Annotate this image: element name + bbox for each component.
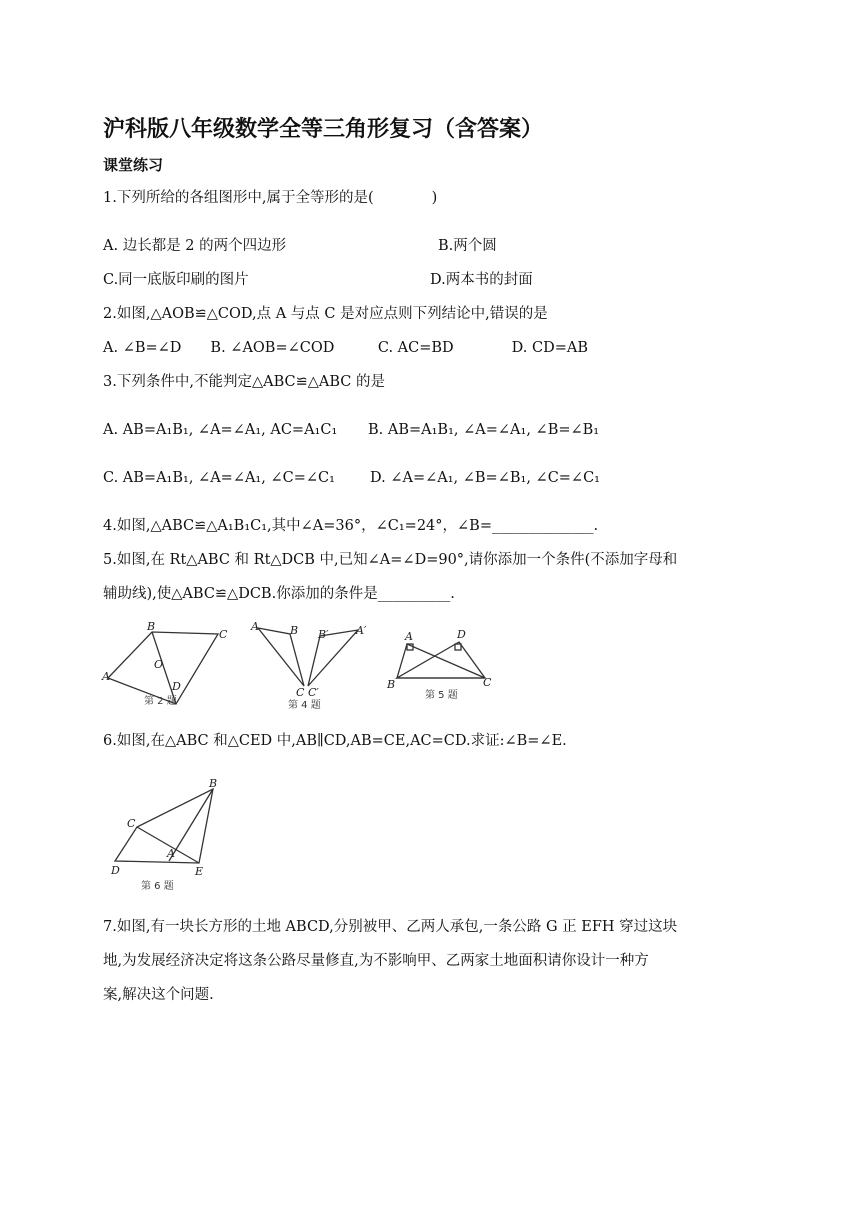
figure-q6: [105, 775, 235, 895]
q3-option-a: A. AB=A₁B₁, ∠A=∠A₁, AC=A₁C₁: [103, 422, 338, 438]
fig6-label-a: A: [167, 847, 175, 860]
fig4-label-b-prime: B′: [318, 628, 329, 641]
q7-line2: 地,为发展经济决定将这条公路尽量修直,为不影响甲、乙两家土地面积请你设计一种方: [103, 953, 649, 969]
fig4-label-a: A: [251, 620, 259, 633]
fig6-label-e: E: [195, 865, 204, 878]
fig5-label-d: D: [457, 628, 466, 641]
q1-stem: 1.下列所给的各组图形中,属于全等形的是( ): [103, 190, 438, 206]
fig4-caption: 第 4 题: [288, 700, 321, 711]
q3-option-d: D. ∠A=∠A₁, ∠B=∠B₁, ∠C=∠C₁: [370, 470, 600, 486]
q2-options: A. ∠B=∠D B. ∠AOB=∠COD C. AC=BD D. CD=AB: [103, 340, 588, 356]
fig4-label-a-prime: A′: [356, 624, 367, 637]
fig2-caption: 第 2 题: [144, 696, 177, 707]
fig5-caption: 第 5 题: [425, 690, 458, 701]
q1-option-a: A. 边长都是 2 的两个四边形: [103, 238, 287, 254]
q5-line2: 辅助线),使△ABC≌△DCB.你添加的条件是__________.: [103, 586, 455, 602]
figure-q2: [100, 618, 235, 714]
fig6-label-b: B: [209, 777, 218, 790]
q1-option-b: B.两个圆: [438, 238, 497, 254]
fig2-label-d: D: [172, 680, 181, 693]
q6-stem: 6.如图,在△ABC 和△CED 中,AB∥CD,AB=CE,AC=CD.求证:∠B=∠E.: [103, 733, 567, 749]
q4-stem: 4.如图,△ABC≌△A₁B₁C₁,其中∠A=36°，∠C₁=24°，∠B=______________.: [103, 518, 599, 534]
figure-q4: [248, 618, 378, 714]
fig2-label-c: C: [219, 628, 228, 641]
figure-q5: [385, 626, 500, 708]
fig5-label-a: A: [405, 630, 413, 643]
fig6-label-d: D: [111, 864, 120, 877]
fig2-label-a: A: [102, 670, 110, 683]
q7-line3: 案,解决这个问题.: [103, 987, 214, 1003]
fig4-label-c: C: [296, 686, 305, 699]
q1-option-d: D.两本书的封面: [430, 272, 533, 288]
q2-stem: 2.如图,△AOB≌△COD,点 A 与点 C 是对应点则下列结论中,错误的是: [103, 306, 548, 322]
q3-option-b: B. AB=A₁B₁, ∠A=∠A₁, ∠B=∠B₁: [368, 422, 600, 438]
fig6-label-c: C: [127, 817, 136, 830]
fig2-label-o: O: [154, 658, 164, 671]
fig4-label-c-prime: C′: [308, 686, 319, 699]
q7-line1: 7.如图,有一块长方形的土地 ABCD,分别被甲、乙两人承包,一条公路 G 正 EFH 穿过这块: [103, 919, 678, 935]
fig5-label-c: C: [483, 676, 492, 689]
q1-option-c: C.同一底版印刷的图片: [103, 272, 249, 288]
fig6-caption: 第 6 题: [141, 881, 174, 892]
fig4-label-b: B: [290, 624, 299, 637]
fig2-label-b: B: [147, 620, 156, 633]
section-heading: 课堂练习: [103, 156, 164, 174]
fig5-label-b: B: [387, 678, 396, 691]
q5-line1: 5.如图,在 Rt△ABC 和 Rt△DCB 中,已知∠A=∠D=90°,请你添加一个条件(不添加字母和: [103, 552, 678, 568]
q3-option-c: C. AB=A₁B₁, ∠A=∠A₁, ∠C=∠C₁: [103, 470, 335, 486]
q3-stem: 3.下列条件中,不能判定△ABC≌△ABC 的是: [103, 374, 385, 390]
page-title: 沪科版八年级数学全等三角形复习（含答案）: [103, 117, 544, 142]
